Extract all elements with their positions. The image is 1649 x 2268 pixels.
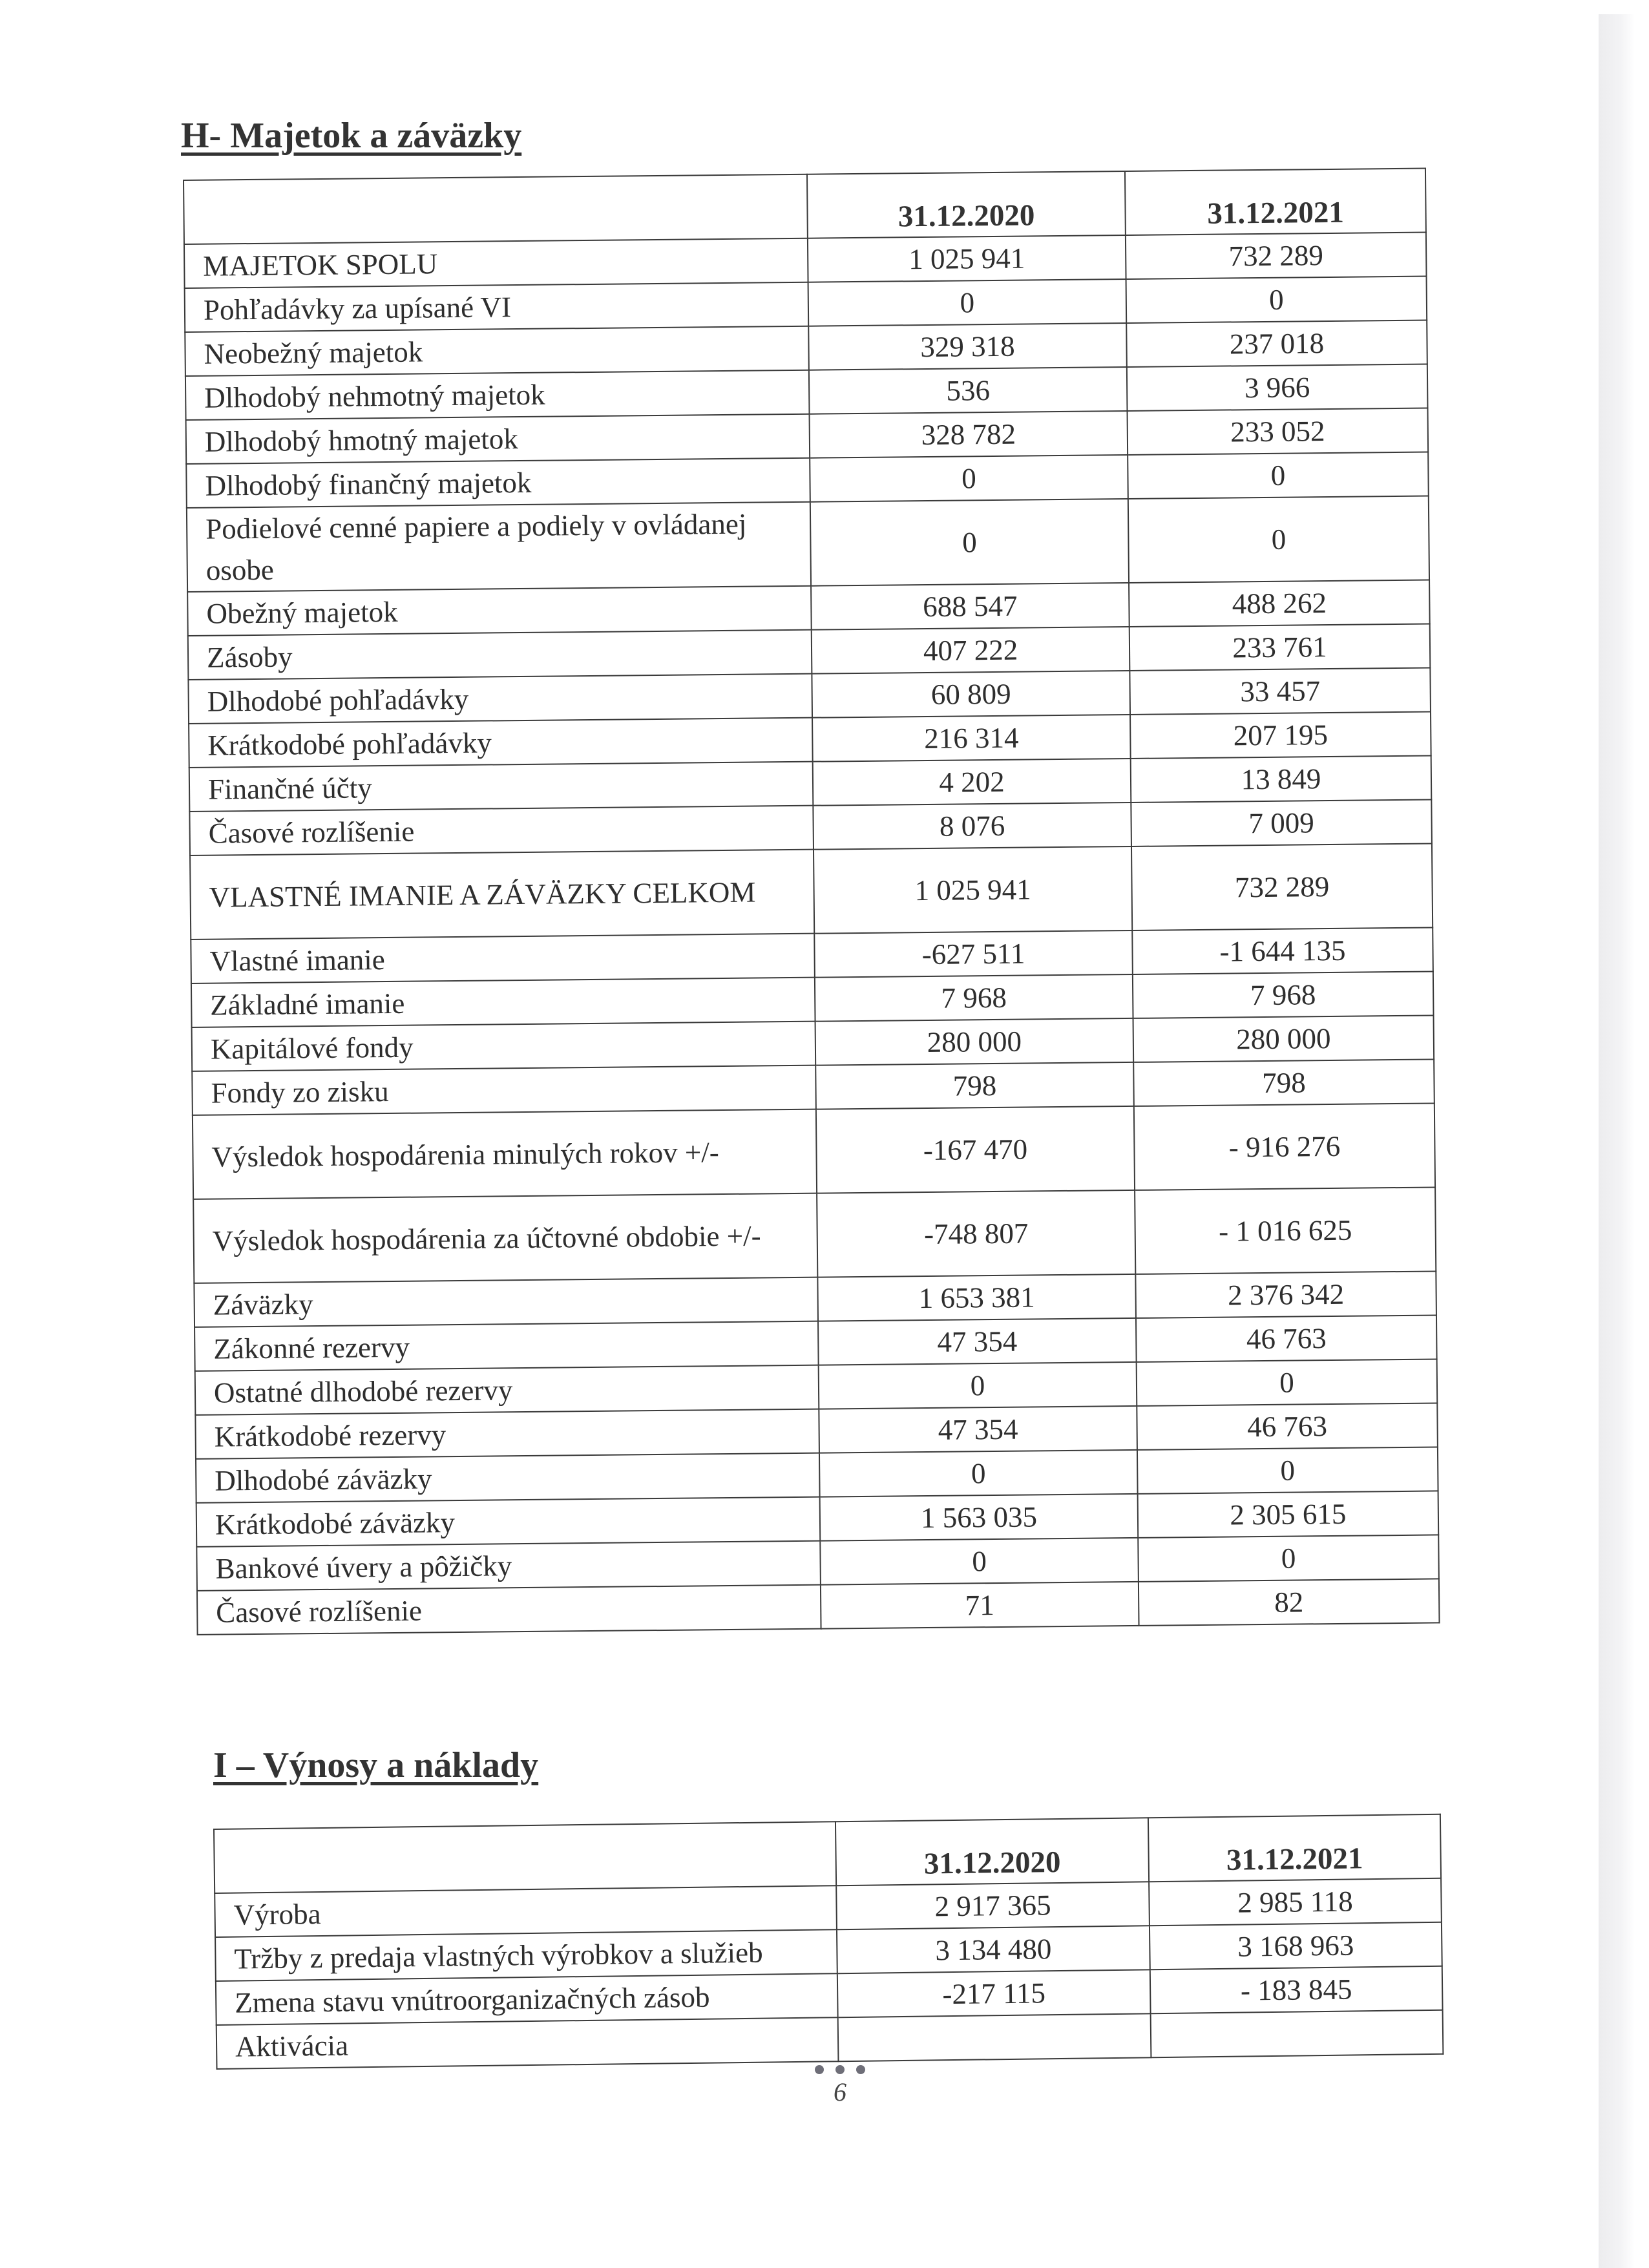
value-2021: 207 195 xyxy=(1130,712,1431,759)
table-row xyxy=(190,843,1433,939)
row-label: VLASTNÉ IMANIE A ZÁVÄZKY CELKOM xyxy=(190,850,814,940)
row-label: Obežný majetok xyxy=(187,586,812,636)
value-2020: 329 318 xyxy=(808,323,1127,370)
value-2020: 1 025 941 xyxy=(814,846,1132,934)
value-2020: 8 076 xyxy=(813,803,1131,850)
value-2021: 280 000 xyxy=(1133,1015,1434,1062)
value-2020: -748 807 xyxy=(817,1190,1135,1277)
header-2020: 31.12.2020 xyxy=(835,1818,1149,1885)
dot-icon xyxy=(856,2065,865,2074)
value-2021: 33 457 xyxy=(1129,668,1431,715)
row-label: Dlhodobé pohľadávky xyxy=(188,674,812,724)
value-2020: 0 xyxy=(808,279,1127,326)
value-2020: 798 xyxy=(815,1062,1134,1109)
value-2020: 216 314 xyxy=(812,715,1131,762)
value-2021: -1 644 135 xyxy=(1132,927,1433,974)
value-2021: 732 289 xyxy=(1131,843,1433,930)
value-2020: 1 563 035 xyxy=(820,1494,1139,1541)
dot-icon xyxy=(815,2065,824,2074)
header-2021: 31.12.2021 xyxy=(1125,169,1426,235)
value-2020: 0 xyxy=(819,1450,1138,1497)
row-label: Dlhodobý hmotný majetok xyxy=(186,414,810,464)
row-label: Krátkodobé pohľadávky xyxy=(189,718,813,768)
value-2020: -627 511 xyxy=(814,930,1133,978)
page-number: 6 xyxy=(834,2077,846,2106)
value-2021: - 183 845 xyxy=(1150,1966,1443,2014)
header-2020: 31.12.2020 xyxy=(807,171,1126,238)
value-2021: 82 xyxy=(1139,1579,1440,1625)
ornament-dots xyxy=(801,2065,879,2074)
value-2021: 7 968 xyxy=(1133,971,1434,1018)
row-label: Ostatné dlhodobé rezervy xyxy=(195,1365,819,1415)
row-label: Krátkodobé záväzky xyxy=(196,1497,821,1547)
value-2021: 2 305 615 xyxy=(1138,1491,1439,1537)
value-2021: - 916 276 xyxy=(1134,1103,1435,1190)
row-label: Tržby z predaja vlastných výrobkov a služieb xyxy=(215,1929,837,1981)
value-2020: 688 547 xyxy=(811,583,1129,630)
value-2021: 233 052 xyxy=(1128,408,1429,455)
value-2021: 3 168 963 xyxy=(1150,1922,1442,1970)
value-2020: 0 xyxy=(819,1362,1137,1409)
value-2021: 0 xyxy=(1126,277,1427,323)
value-2020: 0 xyxy=(820,1538,1139,1585)
value-2020: 71 xyxy=(821,1582,1139,1629)
row-label: Zásoby xyxy=(188,630,812,680)
value-2021: 488 262 xyxy=(1129,580,1430,627)
value-2021: 237 018 xyxy=(1126,320,1427,367)
row-label: Aktivácia xyxy=(216,2017,839,2069)
value-2020: 407 222 xyxy=(812,627,1130,674)
row-label: Časové rozlíšenie xyxy=(197,1585,821,1635)
row-label: Kapitálové fondy xyxy=(192,1022,816,1071)
value-2020: 3 134 480 xyxy=(837,1926,1150,1973)
table-row xyxy=(193,1103,1435,1199)
value-2021: 2 985 118 xyxy=(1149,1878,1442,1926)
table-header-row xyxy=(184,169,1426,244)
row-label: Krátkodobé rezervy xyxy=(195,1409,819,1459)
header-2021: 31.12.2021 xyxy=(1148,1814,1441,1882)
row-label: Neobežný majetok xyxy=(185,326,809,376)
value-2021: 0 xyxy=(1137,1447,1438,1493)
row-label: Pohľadávky za upísané VI xyxy=(185,282,809,332)
value-2021: 2 376 342 xyxy=(1135,1271,1436,1318)
header-label-column xyxy=(184,174,808,244)
row-label: Základné imanie xyxy=(191,978,815,1027)
income-table xyxy=(213,1814,1444,2070)
row-label: Zákonné rezervy xyxy=(194,1321,819,1371)
row-label: Finančné účty xyxy=(189,762,814,812)
row-label: Dlhodobé záväzky xyxy=(196,1453,820,1503)
value-2020: 280 000 xyxy=(815,1018,1134,1066)
value-2020: -167 470 xyxy=(816,1106,1135,1193)
value-2020: 1 025 941 xyxy=(808,235,1126,282)
value-2020: 0 xyxy=(810,455,1128,502)
row-label: Výsledok hospodárenia za účtovné obdobie +/- xyxy=(193,1193,817,1283)
value-2020: 60 809 xyxy=(812,671,1130,718)
row-label: Výsledok hospodárenia minulých rokov +/- xyxy=(193,1109,817,1199)
table-row xyxy=(193,1187,1436,1283)
value-2021: 3 966 xyxy=(1127,364,1428,411)
value-2020: 47 354 xyxy=(818,1318,1137,1365)
row-label: Fondy zo zisku xyxy=(192,1066,816,1115)
value-2020: -217 115 xyxy=(837,1969,1151,2017)
value-2021: 0 xyxy=(1138,1535,1439,1581)
value-2021 xyxy=(1151,2010,1444,2058)
section-title-vynosy-naklady: I – Výnosy a náklady xyxy=(213,1745,539,1785)
row-label: Bankové úvery a pôžičky xyxy=(196,1541,821,1591)
row-label: Vlastné imanie xyxy=(191,934,815,983)
row-label: Podielové cenné papiere a podiely v ovládanej osobe xyxy=(187,502,811,592)
row-label: Dlhodobý finančný majetok xyxy=(186,458,810,508)
dot-icon xyxy=(835,2065,845,2074)
row-label: Časové rozlíšenie xyxy=(189,806,814,856)
scan-edge-shadow xyxy=(1599,14,1635,2268)
value-2020: 0 xyxy=(810,499,1129,586)
value-2021: 732 289 xyxy=(1126,233,1427,279)
balance-sheet-table xyxy=(183,168,1440,1635)
value-2020: 47 354 xyxy=(819,1406,1137,1453)
value-2021: - 1 016 625 xyxy=(1135,1187,1436,1274)
section-title-majetok-zavazky: H- Majetok a záväzky xyxy=(181,116,522,156)
table-row xyxy=(187,496,1429,592)
value-2020: 4 202 xyxy=(813,759,1131,806)
value-2021: 0 xyxy=(1137,1359,1438,1405)
row-label: Zmena stavu vnútroorganizačných zásob xyxy=(216,1973,838,2025)
value-2020: 536 xyxy=(809,367,1128,414)
row-label: Výroba xyxy=(215,1885,837,1937)
value-2021: 0 xyxy=(1128,496,1429,583)
value-2021: 0 xyxy=(1128,452,1429,499)
value-2021: 233 761 xyxy=(1129,624,1431,671)
value-2020 xyxy=(838,2013,1151,2061)
value-2020: 2 917 365 xyxy=(836,1882,1150,1929)
value-2021: 46 763 xyxy=(1137,1403,1438,1449)
value-2020: 1 653 381 xyxy=(817,1274,1136,1321)
value-2021: 46 763 xyxy=(1136,1315,1437,1361)
row-label: MAJETOK SPOLU xyxy=(184,238,808,288)
value-2020: 328 782 xyxy=(810,411,1128,458)
row-label: Záväzky xyxy=(194,1277,818,1327)
value-2021: 7 009 xyxy=(1131,799,1432,846)
value-2021: 798 xyxy=(1133,1059,1434,1106)
header-label-column xyxy=(214,1822,836,1893)
row-label: Dlhodobý nehmotný majetok xyxy=(185,370,810,420)
value-2020: 7 968 xyxy=(815,974,1133,1022)
value-2021: 13 849 xyxy=(1131,755,1432,802)
page-footer xyxy=(801,2065,879,2107)
